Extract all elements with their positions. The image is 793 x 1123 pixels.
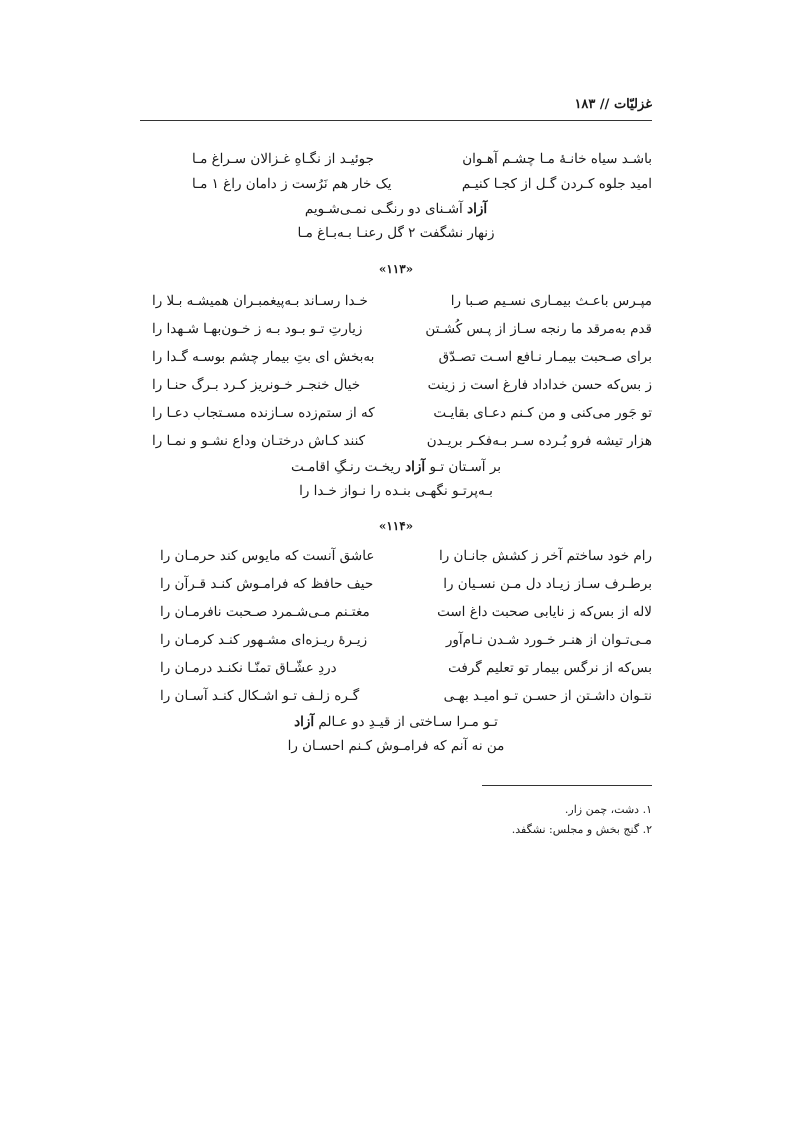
- couplet: [160, 573, 652, 595]
- closing-post: ریخـت رنـگِ اقامـت: [290, 459, 406, 475]
- couplet: [160, 629, 652, 651]
- hemistich-first: ز بس‌که حسن خداداد فارغ است ز زینت: [427, 377, 652, 393]
- closing-line: [140, 480, 652, 502]
- hemistich-first: برطـرف سـاز زیـاد دل مـن نسـیان را: [443, 576, 652, 592]
- couplet: [152, 374, 652, 396]
- hemistich-second: حیف حافظ که فرامـوش کنـد قـرآن را: [160, 576, 374, 592]
- hemistich-first: رام خود ساختم آخر ز کشش جانـان را: [438, 548, 652, 564]
- hemistich-first: تو جَور می‌کنی و من کـنم دعـای بقایـت: [433, 405, 652, 421]
- running-header: غزلیّات // ۱۸۳: [574, 97, 652, 112]
- couplet: [152, 290, 652, 312]
- couplet: [152, 402, 652, 424]
- couplet: [160, 685, 652, 707]
- couplet: [152, 430, 652, 452]
- closing-pre: بـه‌پرتـو نگهـی بنـده را نـواز خـدا را: [299, 483, 493, 499]
- hemistich-second: که از ستم‌زده سـازنده مسـتجاب دعـا را: [152, 405, 375, 421]
- hemistich-second: دردِ عشّـاق تمنّـا نکنـد درمـان را: [160, 660, 337, 676]
- poet-name: آزاد: [405, 459, 426, 475]
- hemistich-second: جوئیـد از نگـاهِ غـزالان سـراغ مـا: [192, 151, 374, 167]
- couplet: [160, 545, 652, 567]
- closing-post: آشـنای دو رنگـی نمـی‌شـویم: [304, 201, 468, 217]
- hemistich-first: مـی‌تـوان از هنـر خـورد شـدن نـام‌آور: [445, 632, 652, 648]
- couplet: [152, 318, 652, 340]
- couplet: [152, 346, 652, 368]
- closing-pre: تـو مـرا سـاختی از قیـدِ دو عـالم: [314, 714, 498, 730]
- hemistich-second: خـدا رسـاند بـه‌پیغمبـران همیشـه بـلا را: [152, 293, 368, 309]
- couplet: [160, 657, 652, 679]
- footnote: ۲. گنج بخش و مجلس: نشگفد.: [511, 823, 652, 836]
- hemistich-second: زیـرهٔ ریـزه‌ای مشـهور کنـد کرمـان را: [160, 632, 368, 648]
- footnote-rule: [482, 785, 652, 786]
- header-rule: [140, 120, 652, 121]
- couplet: [192, 148, 652, 170]
- hemistich-first: امید جلوه کـردن گـل از کجـا کنیـم: [461, 176, 652, 192]
- closing-line: [140, 735, 652, 757]
- footnote: ۱. دشت، چمن زار.: [564, 803, 652, 816]
- hemistich-first: بس‌که از نرگس بیمار تو تعلیم گرفت: [448, 660, 652, 676]
- hemistich-first: هزار تیشه فرو بُـرده سـر بـه‌فکـر بریـدن: [426, 433, 652, 449]
- hemistich-second: عاشق آنست که مایوس کند حرمـان را: [160, 548, 375, 564]
- poet-name: آزاد: [467, 201, 488, 217]
- couplet: [192, 173, 652, 195]
- hemistich-first: باشـد سیاه خانـۀ مـا چشـم آهـوان: [462, 151, 652, 167]
- hemistich-first: برای صـحبت بیمـار نـافع اسـت تصـدّق: [438, 349, 652, 365]
- hemistich-second: کنند کـاش درختـان وداع نشـو و نمـا را: [152, 433, 366, 449]
- hemistich-second: مغتـنم مـی‌شـمرد صـحبت نافرمـان را: [160, 604, 370, 620]
- hemistich-first: لاله از بس‌که ز نایابی صحبت داغ است: [437, 604, 652, 620]
- hemistich-second: خیال خنجـر خـونریز کـرد بـرگ حنـا را: [152, 377, 361, 393]
- poet-name: آزاد: [294, 714, 315, 730]
- poem-number: «۱۱۳»: [378, 262, 414, 276]
- closing-line: [140, 456, 652, 478]
- hemistich-second: زیارتِ تـو بـود بـه ز خـون‌بهـا شـهدا را: [152, 321, 363, 337]
- hemistich-first: نتـوان داشـتن از حسـن تـو امیـد بهـی: [443, 688, 652, 704]
- closing-line: [140, 222, 652, 244]
- couplet: [160, 601, 652, 623]
- closing-pre: بر آسـتان تـو: [425, 459, 502, 475]
- hemistich-first: مپـرس باعـث بیمـاری نسـیم صـبا را: [450, 293, 652, 309]
- poem-number: «۱۱۴»: [378, 519, 414, 533]
- hemistich-first: قدم به‌مرقد ما رنجه سـاز از پـس کُشـتن: [425, 321, 652, 337]
- hemistich-second: گـره زلـف تـو اشـکال کنـد آسـان را: [160, 688, 360, 704]
- closing-pre: زنهار نشگفت ۲ گل رعنـا بـه‌بـاغ مـا: [297, 225, 495, 241]
- closing-line: [140, 198, 652, 220]
- hemistich-second: به‌بخش ای بتِ بیمار چشم بوسـه گـدا را: [152, 349, 375, 365]
- hemistich-second: یک خار هم نَرُست ز دامان راغ ۱ مـا: [192, 176, 392, 192]
- closing-pre: من نه آنم که فرامـوش کـنم احسـان را: [287, 738, 505, 754]
- closing-line: [140, 711, 652, 733]
